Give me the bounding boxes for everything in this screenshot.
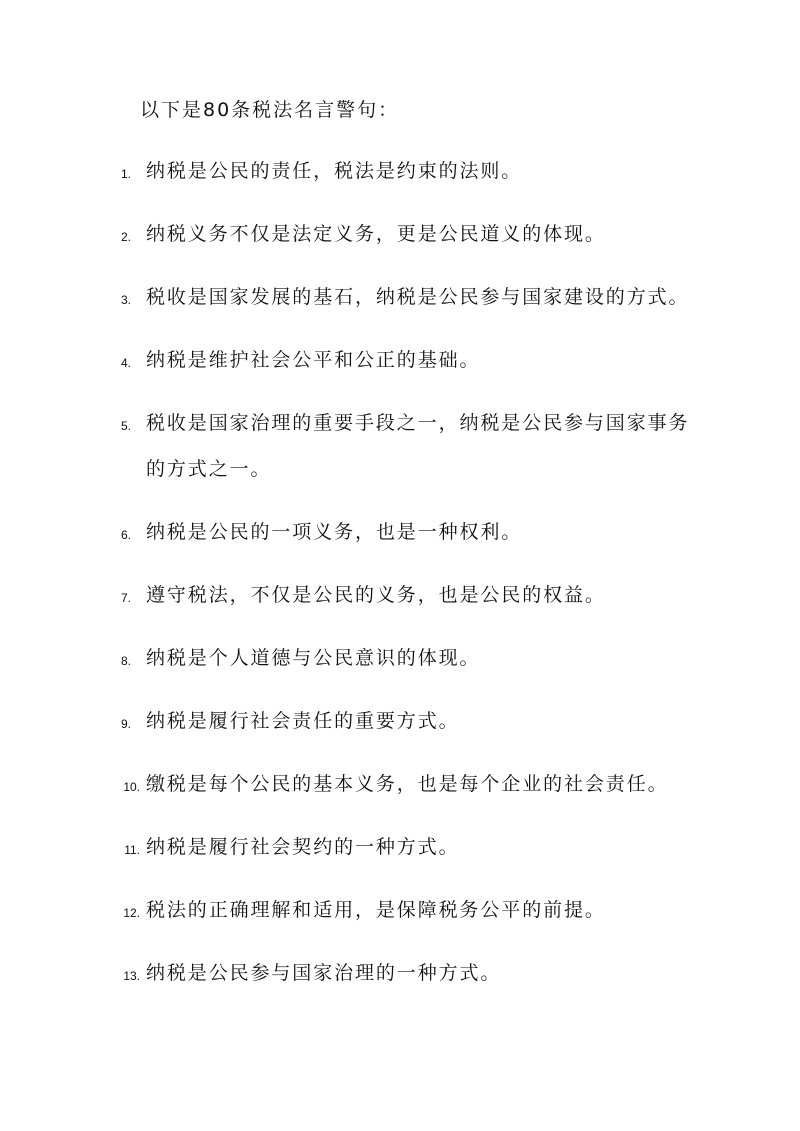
list-item-6 [0, 518, 800, 546]
item-text-continuation: 的方式之一。 [146, 458, 272, 480]
item-number: 11. [124, 843, 140, 857]
item-number: 7. [120, 591, 131, 605]
item-number: 9. [120, 717, 131, 731]
item-text: 纳税是履行社会契约的一种方式。 [146, 836, 460, 858]
list-item-13 [0, 959, 800, 987]
item-text: 纳税是履行社会责任的重要方式。 [146, 710, 460, 732]
list-item-7 [0, 581, 800, 609]
list-item-11 [0, 833, 800, 861]
list-item-5 [0, 409, 800, 437]
list-item-3 [0, 283, 800, 311]
list-item-1 [0, 157, 800, 185]
item-text: 纳税是公民的一项义务，也是一种权利。 [146, 521, 523, 543]
item-number: 2. [120, 230, 131, 244]
item-text: 缴税是每个公民的基本义务，也是每个企业的社会责任。 [146, 773, 669, 795]
item-text: 纳税是个人道德与公民意识的体现。 [146, 647, 481, 669]
intro-heading: 以下是80条税法名言警句： [140, 99, 400, 121]
item-text: 纳税是公民参与国家治理的一种方式。 [146, 962, 502, 984]
item-text: 税法的正确理解和适用，是保障税务公平的前提。 [146, 899, 606, 921]
item-text: 税收是国家发展的基石，纳税是公民参与国家建设的方式。 [146, 286, 690, 308]
list-item-5-continuation [0, 455, 800, 483]
item-text: 纳税义务不仅是法定义务，更是公民道义的体现。 [146, 223, 606, 245]
item-number: 1. [120, 167, 131, 181]
list-item-2 [0, 220, 800, 248]
item-text: 税收是国家治理的重要手段之一，纳税是公民参与国家事务 [146, 412, 690, 434]
item-text: 纳税是维护社会公平和公正的基础。 [146, 349, 481, 371]
item-number: 10. [123, 780, 140, 794]
list-item-10 [0, 770, 800, 798]
item-number: 5. [120, 419, 131, 433]
item-number: 4. [120, 356, 131, 370]
item-number: 3. [120, 293, 131, 307]
item-number: 6. [120, 528, 131, 542]
item-text: 纳税是公民的责任，税法是约束的法则。 [146, 160, 523, 182]
item-text: 遵守税法，不仅是公民的义务，也是公民的权益。 [146, 584, 606, 606]
item-number: 12. [123, 906, 140, 920]
list-item-12 [0, 896, 800, 924]
list-item-9 [0, 707, 800, 735]
list-item-8 [0, 644, 800, 672]
item-number: 13. [123, 969, 140, 983]
item-number: 8. [120, 654, 131, 668]
list-item-4 [0, 346, 800, 374]
